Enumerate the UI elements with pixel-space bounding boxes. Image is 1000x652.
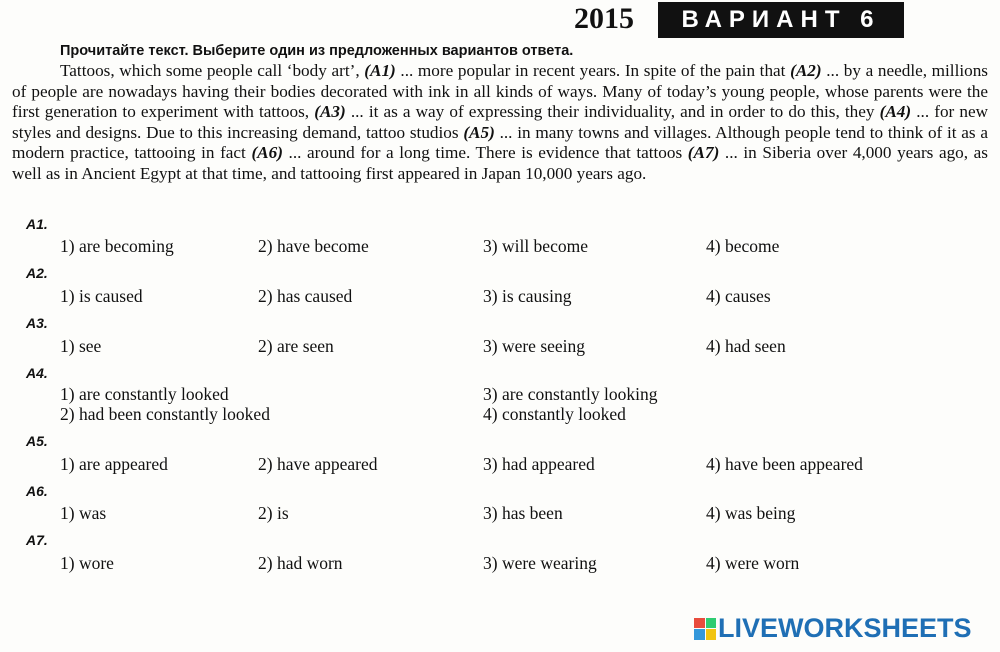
option-a6-3[interactable]: 3) has been bbox=[483, 503, 563, 523]
option-a5-4[interactable]: 4) have been appeared bbox=[706, 454, 863, 474]
question-label-a2: A2. bbox=[26, 265, 48, 281]
passage-text: ... by a needle, millions of people are nowadays having their bodies decorated with ink in all kinds of ways. Many of today’s young people, whose parents were the first generation to experiment with tattoos, bbox=[12, 61, 988, 122]
option-a7-2[interactable]: 2) had worn bbox=[258, 553, 343, 573]
gap-a4: (A4) bbox=[879, 102, 912, 122]
question-label-a1: A1. bbox=[26, 216, 48, 232]
option-a4-3[interactable]: 3) are constantly looking bbox=[483, 384, 658, 404]
gap-a5: (A5) bbox=[463, 122, 495, 142]
option-a1-2[interactable]: 2) have become bbox=[258, 236, 369, 256]
passage-text: ... in many towns and villages. Although people tend to think of it as a modern practice, tattooing in fact bbox=[12, 122, 988, 163]
option-a2-3[interactable]: 3) is causing bbox=[483, 286, 572, 306]
gap-a6: (A6) bbox=[251, 143, 283, 163]
passage-text: ... in Siberia over 4,000 years ago, as well as in Ancient Egypt at that time, and tattooing first appeared in Japan 10,000 years ago. bbox=[12, 143, 988, 183]
header-variant-badge: ВАРИАНТ 6 bbox=[658, 2, 904, 38]
passage-text: Tattoos, which some people call ‘body art’, bbox=[60, 61, 365, 80]
passage-text: ... it as a way of expressing their individuality, and in order to do this, they bbox=[345, 102, 880, 122]
option-a7-4[interactable]: 4) were worn bbox=[706, 553, 800, 573]
passage-text: ... more popular in recent years. In spite of the pain that bbox=[395, 61, 791, 80]
question-label-a7: A7. bbox=[26, 532, 48, 548]
passage bbox=[12, 61, 988, 185]
liveworksheets-watermark bbox=[694, 613, 972, 644]
option-a3-2[interactable]: 2) are seen bbox=[258, 336, 334, 356]
option-a6-2[interactable]: 2) is bbox=[258, 503, 289, 523]
question-label-a3: A3. bbox=[26, 315, 48, 331]
option-a6-4[interactable]: 4) was being bbox=[706, 503, 796, 523]
option-a5-1[interactable]: 1) are appeared bbox=[60, 454, 168, 474]
option-a7-3[interactable]: 3) were wearing bbox=[483, 553, 597, 573]
instruction: Прочитайте текст. Выберите один из предложенных вариантов ответа. bbox=[60, 43, 574, 59]
option-a1-1[interactable]: 1) are becoming bbox=[60, 236, 174, 256]
passage-paragraph bbox=[12, 61, 988, 185]
option-a5-3[interactable]: 3) had appeared bbox=[483, 454, 595, 474]
option-a1-3[interactable]: 3) will become bbox=[483, 236, 588, 256]
option-a1-4[interactable]: 4) become bbox=[706, 236, 780, 256]
option-a5-2[interactable]: 2) have appeared bbox=[258, 454, 378, 474]
option-a4-2[interactable]: 2) had been constantly looked bbox=[60, 404, 270, 424]
option-a2-4[interactable]: 4) causes bbox=[706, 286, 771, 306]
watermark-text: LIVEWORKSHEETS bbox=[718, 613, 972, 643]
question-label-a5: A5. bbox=[26, 433, 48, 449]
option-a4-4[interactable]: 4) constantly looked bbox=[483, 404, 626, 424]
option-a3-4[interactable]: 4) had seen bbox=[706, 336, 786, 356]
gap-a1: (A1) bbox=[364, 61, 396, 80]
liveworksheets-logo-icon bbox=[694, 618, 716, 640]
header-year: 2015 bbox=[574, 2, 634, 35]
option-a2-1[interactable]: 1) is caused bbox=[60, 286, 143, 306]
question-label-a6: A6. bbox=[26, 483, 48, 499]
passage-text: ... for new styles and designs. Due to this increasing demand, tattoo studios bbox=[12, 102, 989, 142]
option-a6-1[interactable]: 1) was bbox=[60, 503, 107, 523]
option-a3-1[interactable]: 1) see bbox=[60, 336, 102, 356]
gap-a7: (A7) bbox=[687, 143, 720, 163]
question-label-a4: A4. bbox=[26, 365, 48, 381]
option-a2-2[interactable]: 2) has caused bbox=[258, 286, 353, 306]
gap-a3: (A3) bbox=[314, 102, 346, 122]
option-a4-1[interactable]: 1) are constantly looked bbox=[60, 384, 229, 404]
option-a7-1[interactable]: 1) wore bbox=[60, 553, 114, 573]
passage-text: ... around for a long time. There is evidence that tattoos bbox=[282, 143, 688, 163]
gap-a2: (A2) bbox=[790, 61, 822, 80]
option-a3-3[interactable]: 3) were seeing bbox=[483, 336, 586, 356]
